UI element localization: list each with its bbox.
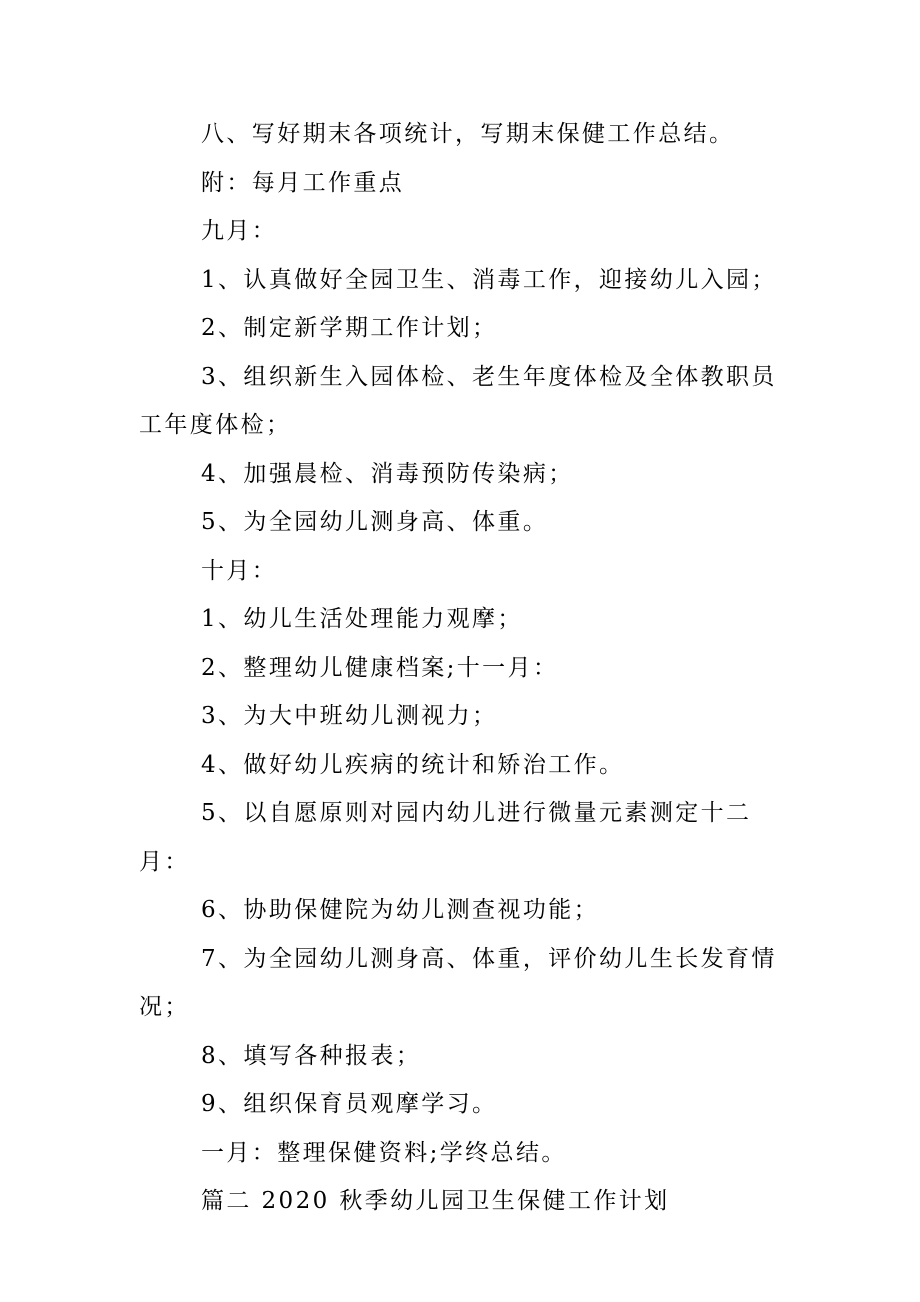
paragraph-october-heading: 十月： bbox=[201, 557, 278, 584]
paragraph-item: 1、认真做好全园卫生、消毒工作，迎接幼儿入园； bbox=[201, 266, 777, 293]
paragraph-item: 3、为大中班幼儿测视力； bbox=[201, 703, 498, 729]
paragraph-item: 5、为全园幼儿测身高、体重。 bbox=[201, 509, 549, 535]
paragraph-item: 2、制定新学期工作计划； bbox=[201, 315, 498, 341]
paragraph-final-summary: 八、写好期末各项统计，写期末保健工作总结。 bbox=[201, 121, 735, 147]
paragraph-september-heading: 九月： bbox=[201, 218, 278, 244]
paragraph-item: 5、以自愿原则对园内幼儿进行微量元素测定十二月： bbox=[139, 800, 752, 875]
paragraph-item: 7、为全园幼儿测身高、体重，评价幼儿生长发育情况； bbox=[139, 945, 777, 1020]
paragraph-item: 3、组织新生入园体检、老生年度体检及全体教职员工年度体检； bbox=[139, 363, 777, 438]
paragraph-item: 9、组织保育员观摩学习。 bbox=[201, 1091, 498, 1117]
paragraph-monthly-focus-heading: 附：每月工作重点 bbox=[201, 169, 405, 196]
paragraph-item: 4、做好幼儿疾病的统计和矫治工作。 bbox=[201, 751, 625, 778]
paragraph-item: 2、整理幼儿健康档案;十一月： bbox=[201, 654, 559, 681]
document-body bbox=[139, 110, 789, 1226]
paragraph-item: 8、填写各种报表； bbox=[201, 1042, 422, 1069]
paragraph-section-two-title: 篇二 2020 秋季幼儿园卫生保健工作计划 bbox=[201, 1188, 670, 1214]
paragraph-item: 6、协助保健院为幼儿测查视功能； bbox=[201, 897, 600, 923]
paragraph-item: 1、幼儿生活处理能力观摩； bbox=[201, 606, 523, 632]
paragraph-january: 一月：整理保健资料;学终总结。 bbox=[201, 1139, 567, 1166]
paragraph-item: 4、加强晨检、消毒预防传染病； bbox=[201, 460, 574, 487]
